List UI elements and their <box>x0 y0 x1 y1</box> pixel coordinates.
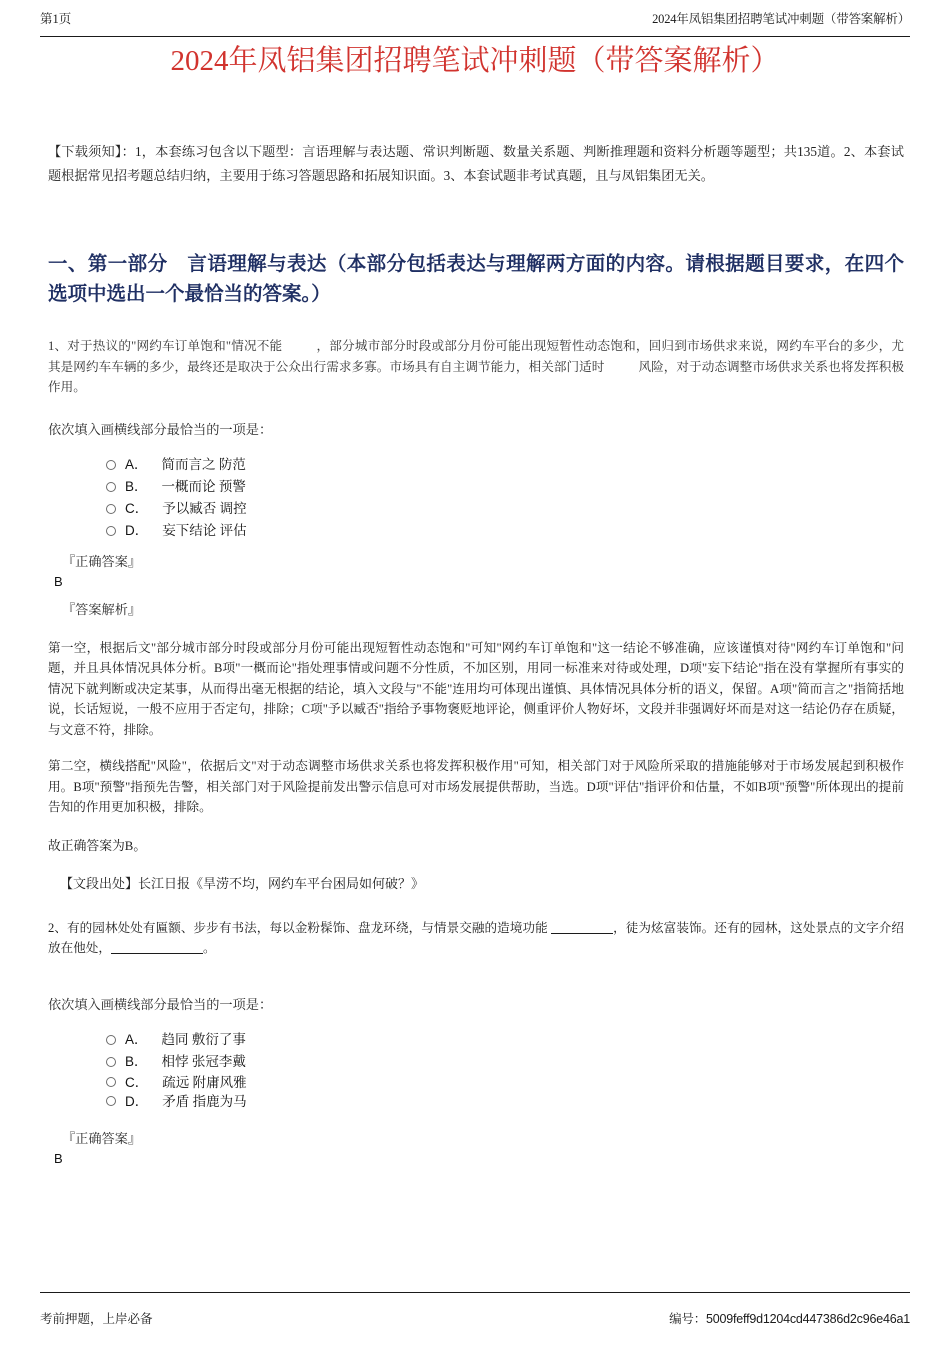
options-list-1 <box>48 454 904 542</box>
option-letter: C． <box>125 1074 149 1090</box>
question-stem-2 <box>48 918 904 959</box>
document-code <box>669 1311 910 1327</box>
question-stem-1-part2: ，部分城市部分时段或部分月份可能出现短暂性动态饱和，回归到市场供求来说，网约车平台的多少，尤其是网约车车辆的多少，最终还是取决于公众出行需求多寡。市场具有自主调节能力，相关部门适时 <box>48 339 904 374</box>
option-2-a[interactable] <box>48 1029 904 1051</box>
option-2-d[interactable] <box>48 1092 904 1111</box>
option-2-c[interactable] <box>48 1073 904 1092</box>
question-stem-1-part1: 1、对于热议的"网约车订单饱和"情况不能 <box>48 339 283 353</box>
document-code-label: 编号： <box>669 1312 706 1326</box>
document-code-value: 5009feff9d1204cd447386d2c96e46a1 <box>706 1312 910 1326</box>
correct-answer-value-1: B <box>54 573 63 589</box>
correct-answer-label-2: 『正确答案』 <box>62 1130 142 1146</box>
option-2-b[interactable] <box>48 1051 904 1073</box>
page-title: 2024年凤铝集团招聘笔试冲刺题（带答案解析） <box>170 45 780 77</box>
radio-button-icon[interactable] <box>106 504 116 514</box>
option-letter: D． <box>125 522 149 538</box>
section-heading: 一、第一部分 言语理解与表达（本部分包括表达与理解两方面的内容。请根据题目要求，在四个选项中选出一个最恰当的答案。） <box>48 254 904 305</box>
spacer <box>48 981 904 995</box>
passage-source-1: 【文段出处】长江日报《旱涝不均，网约车平台困局如何破？》 <box>60 875 425 891</box>
option-text: 简而言之 防范 <box>161 456 246 472</box>
footer-slogan: 考前押题，上岸必备 <box>40 1312 153 1326</box>
page-number-label: 第1页 <box>40 12 72 26</box>
radio-button-icon[interactable] <box>106 526 116 536</box>
option-1-a[interactable] <box>48 454 904 476</box>
question-stem-1-part3: 风险，对于动态调整市场供求关系也将发挥积极作用。 <box>48 359 905 394</box>
document-body <box>48 140 904 1177</box>
option-letter: C． <box>125 500 149 516</box>
analysis-conclusion-1: 故正确答案为B。 <box>48 838 147 853</box>
radio-button-icon[interactable] <box>106 1035 116 1045</box>
question-stem-1 <box>48 336 904 398</box>
inline-blank-2a <box>551 933 613 934</box>
option-text: 予以臧否 调控 <box>162 500 247 516</box>
option-text: 趋同 敷衍了事 <box>161 1031 246 1047</box>
question-prompt-2: 依次填入画横线部分最恰当的一项是： <box>48 996 273 1012</box>
option-letter: B． <box>125 1053 148 1069</box>
option-text: 一概而论 预警 <box>161 478 246 494</box>
question-block-1 <box>48 336 904 894</box>
radio-button-icon[interactable] <box>106 1096 116 1106</box>
option-1-b[interactable] <box>48 476 904 498</box>
analysis-paragraph-2: 第二空，横线搭配"风险"，依据后文"对于动态调整市场供求关系也将发挥积极作用"可知，相关部门对于风险所采取的措施能够对于市场发展起到积极作用。B项"预警"指预先告警，相关部门对于风险提前发出警示信息可对市场发展提供帮助，当选。D项"评估"指评价和估量，不如B项"预警"所体现出的提前告知的作用更加积极，排除。 <box>48 759 904 814</box>
question-stem-2-part3: 。 <box>202 941 216 955</box>
analysis-label-1: 『答案解析』 <box>62 601 142 617</box>
options-list-2 <box>48 1029 904 1111</box>
option-letter: A． <box>125 456 148 472</box>
correct-answer-value-2: B <box>54 1150 63 1166</box>
spacer <box>48 1121 904 1129</box>
option-text: 疏远 附庸风雅 <box>162 1074 247 1090</box>
option-1-c[interactable] <box>48 498 904 520</box>
spacer <box>48 620 904 638</box>
option-text: 妄下结论 评估 <box>162 522 247 538</box>
option-letter: B． <box>125 478 148 494</box>
radio-button-icon[interactable] <box>106 1077 116 1087</box>
option-letter: D． <box>125 1093 149 1109</box>
radio-button-icon[interactable] <box>106 1057 116 1067</box>
radio-button-icon[interactable] <box>106 460 116 470</box>
option-text: 相悖 张冠李戴 <box>161 1053 246 1069</box>
option-letter: A． <box>125 1031 148 1047</box>
option-text: 矛盾 指鹿为马 <box>162 1093 247 1109</box>
question-stem-2-part1: 2、有的园林处处有匾额、步步有书法，每以金粉髹饰、盘龙环绕，与情景交融的造境功能 <box>48 920 548 935</box>
correct-answer-label-1: 『正确答案』 <box>62 553 142 569</box>
analysis-paragraph-1: 第一空，根据后文"部分城市部分时段或部分月份可能出现短暂性动态饱和"可知"网约车订单饱和"这一结论不够准确，应该谨慎对待"网约车订单饱和"问题，并且具体情况具体分析。B项"一概而论"指处理事情或问题不分性质，不加区别，用同一标准来对待或处理，D项"妄下结论"指在没有掌握所有事实的情况下就判断或决定某事，从而得出毫无根据的结论，填入文段与"不能"连用均可体现出谨慎、具体情况具体分析的语义，保留。A项"简而言之"指简括地说，长话短说，一般不应用于否定句，排除；C项"予以臧否"指给予事物褒贬地评论，侧重评价人物好坏，文段并非强调好坏而是对这一结论仍存在质疑，与文意不符，排除。 <box>48 640 904 737</box>
inline-blank-2b <box>111 953 203 954</box>
running-title: 2024年凤铝集团招聘笔试冲刺题（带答案解析） <box>652 12 910 26</box>
question-stem-2-part2: ，徒为炫富装饰。还有的园林，这处景点的文字介绍放在他处， <box>48 920 905 955</box>
running-header <box>40 12 910 37</box>
running-footer <box>40 1292 910 1327</box>
option-1-d[interactable] <box>48 520 904 542</box>
question-prompt-1: 依次填入画横线部分最恰当的一项是： <box>48 421 273 437</box>
radio-button-icon[interactable] <box>106 482 116 492</box>
download-notice: 【下载须知】：1，本套练习包含以下题型：言语理解与表达题、常识判断题、数量关系题、判断推理题和资料分析题等题型；共135道。2、本套试题根据常见招考题总结归纳，主要用于练习答题思路和拓展知识面。3、本套试题非考试真题，且与凤铝集团无关。 <box>48 144 904 183</box>
question-block-2 <box>48 918 904 1169</box>
